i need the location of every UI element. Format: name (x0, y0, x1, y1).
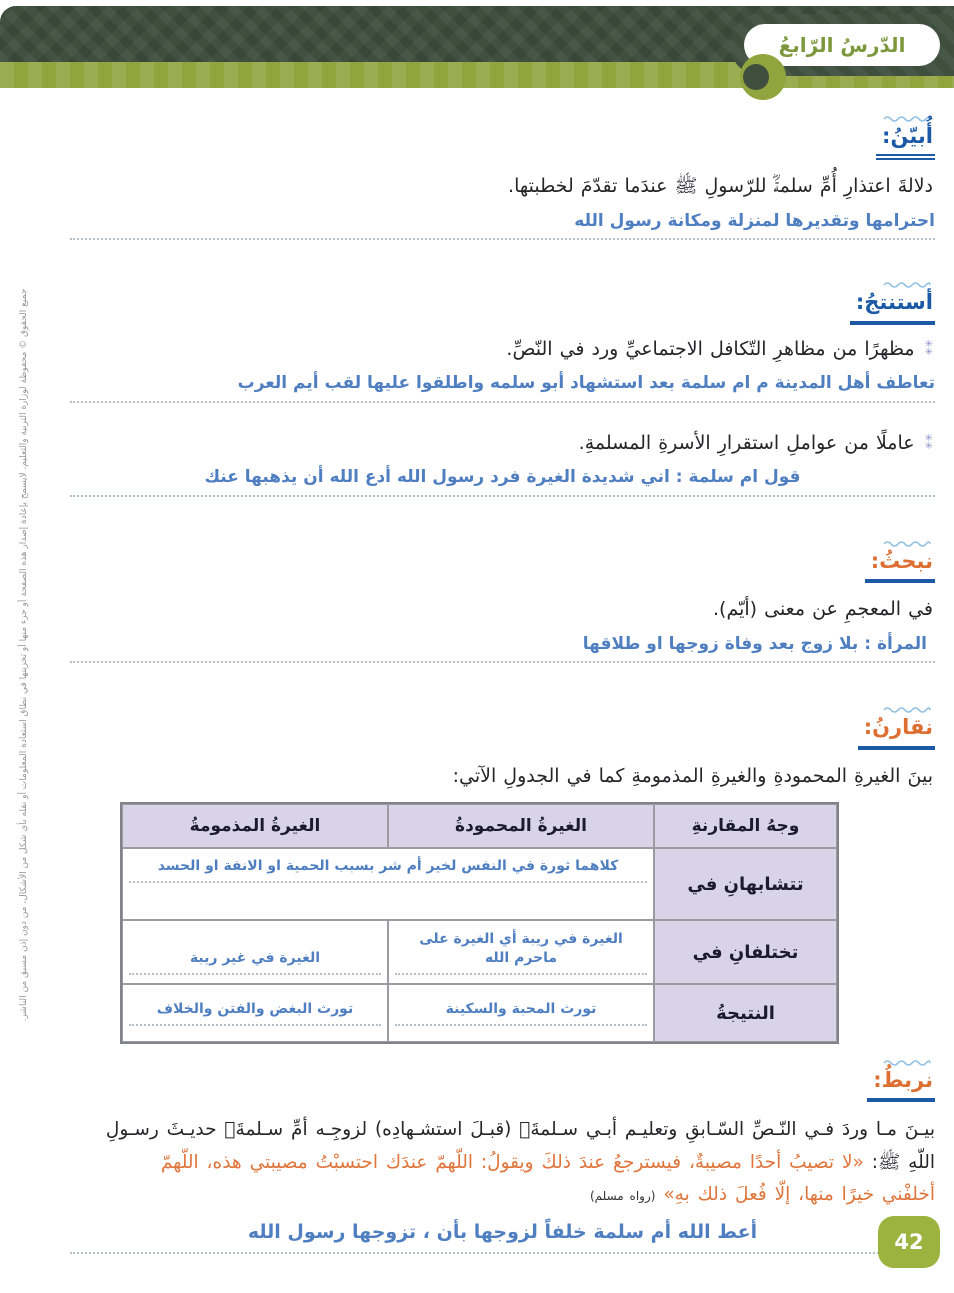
section-astantij (70, 280, 935, 497)
section-bayyin (70, 114, 935, 240)
wave-decoration-icon (883, 280, 931, 288)
section-nabhath (70, 539, 935, 663)
section-title: نقارنُ: (858, 714, 935, 749)
asterisk-icon: ✳ (924, 440, 933, 452)
table-header-aspect: وجهُ المقارنةِ (654, 804, 837, 848)
section-nuqarin-heading (70, 705, 935, 749)
copyright-vertical-text: جميع الحقوق © محفوظة لوزارة التربية والتعليم. لايسمح بإعادة إصدار هذه الصفحة أو جزء منها أو تخزينها في نطاق استعادة المعلومات أو نقله بأي شكل من الأشكال، من دون إذن مسبق من الناشر. (19, 288, 29, 1022)
hadith-line (70, 1179, 935, 1211)
bullet-asterisks-icon (924, 432, 933, 452)
table-cell-merged (122, 848, 654, 920)
wave-decoration-icon (883, 114, 931, 122)
table-cell (122, 984, 388, 1042)
prompt-text: دلالةَ اعتذارِ أُمِّ سلمةَؓ للرّسولِ ﷺ عندَما تقدّمَ لخطبتها. (508, 175, 933, 198)
answer-line: أعط الله أم سلمة خلفاً لزوجها بأن ، تزوجها رسول الله (70, 1219, 935, 1254)
asterisk-icon: ✳ (924, 346, 933, 358)
bullet-asterisks-icon (924, 338, 933, 358)
top-banner (0, 0, 954, 90)
table-row-aspect: تتشابهانِ في (654, 848, 837, 920)
hadith-source: (رواه مسلم) (589, 1189, 656, 1204)
hadith-quote: «لا تصيبُ أحدًا مصيبةٌ، فيسترجعُ عندَ ذلكَ ويقولُ: اللّهمّ عندَك احتسبْتُ مصيبتي هذه، اللّهمّ (160, 1151, 864, 1173)
prompt-text: في المعجمِ عن معنى (أيّم). (713, 598, 933, 621)
list-item (70, 429, 935, 458)
answer-line: المرأة : بلا زوج بعد وفاة زوجها او طلاقها (70, 632, 935, 664)
section-title: نربطُ: (867, 1067, 935, 1102)
wave-decoration-icon (883, 1058, 931, 1066)
prompt-text: مظهرًا من مظاهرِ التّكافل الاجتماعيِّ ورد في النّصِّ. (506, 337, 915, 360)
hadith-line (70, 1147, 935, 1179)
section-narbit (70, 1058, 935, 1254)
table-header-madhmouma: الغيرةُ المذمومةُ (122, 804, 388, 848)
section-nabhath-heading (70, 539, 935, 583)
section-astantij-heading (70, 280, 935, 324)
table-header-mahmouda: الغيرةُ المحمودةُ (388, 804, 654, 848)
hadith-quote: أخلفْني خيرًا منها، إلّا فُعلَ ذلك بهِ» (663, 1184, 935, 1206)
comparison-table (120, 802, 839, 1044)
hadith-intro: بيـنَ مـا وردَ فـي النّـصِّ السّـابقِ وتعليـم أبـي سـلمةَؓ (قبـلَ استشـهادِه) لزوجِـه أمِّ سـلمةَؓ حديـثَ رسـولِ (105, 1119, 935, 1141)
section-title: أستنتجُ: (850, 289, 935, 324)
lesson-badge-label: الدّرسُ الرّابعُ (778, 33, 906, 57)
section-bayyin-heading (70, 114, 935, 160)
circle-ornament-icon (740, 54, 786, 100)
answer-line: تورث البغض والفتن والخلاف (129, 1000, 381, 1026)
table-cell (388, 920, 654, 984)
page-content (0, 90, 954, 1254)
answer-line: تعاطف أهل المدينة م ام سلمة بعد استشهاد أبو سلمه واطلقوا عليها لقب أيم العرب (70, 371, 935, 403)
section-title: نبحثُ: (865, 548, 935, 583)
asterisk-icon: ✳ (924, 432, 933, 444)
hadith-intro: اللّهِ ﷺ: (871, 1151, 935, 1173)
answer-line: الغيرة في غير ريبة (129, 949, 381, 975)
wave-decoration-icon (883, 539, 931, 547)
hadith-line (70, 1114, 935, 1146)
asterisk-icon: ✳ (924, 338, 933, 350)
page-number-badge (878, 1216, 940, 1268)
answer-line: احترامها وتقديرها لمنزلة ومكانة رسول الله (70, 209, 935, 241)
section-nuqarin (70, 705, 935, 1044)
section-title: أُبيّنُ: (876, 123, 935, 160)
circle-ornament-inner (743, 64, 769, 90)
answer-line: قول ام سلمة : اني شديدة الغيرة فرد رسول الله أدع الله أن يذهبها عنك (70, 465, 935, 497)
answer-line: كلاهما ثورة في النفس لخير أم شر بسبب الحمية او الانفة او الحسد (129, 857, 647, 883)
prompt-text: عاملًا من عواملِ استقرارِ الأسرةِ المسلمةِ. (578, 431, 915, 454)
answer-line: تورث المحبة والسكينة (395, 1000, 647, 1026)
page-number: 42 (894, 1230, 924, 1254)
hadith-paragraph (70, 1114, 935, 1211)
wave-decoration-icon (883, 705, 931, 713)
prompt-text: بينَ الغيرةِ المحمودةِ والغيرةِ المذمومةِ كما في الجدولِ الآتي: (452, 764, 933, 787)
table-cell (122, 920, 388, 984)
table-cell (388, 984, 654, 1042)
table-row-aspect: تختلفانِ في (654, 920, 837, 984)
table-row-aspect: النتيجةُ (654, 984, 837, 1042)
section-narbit-heading (70, 1058, 935, 1102)
list-item (70, 335, 935, 364)
answer-line: الغيرة في ريبة أي الغيرة على ماحرم الله (395, 930, 647, 975)
